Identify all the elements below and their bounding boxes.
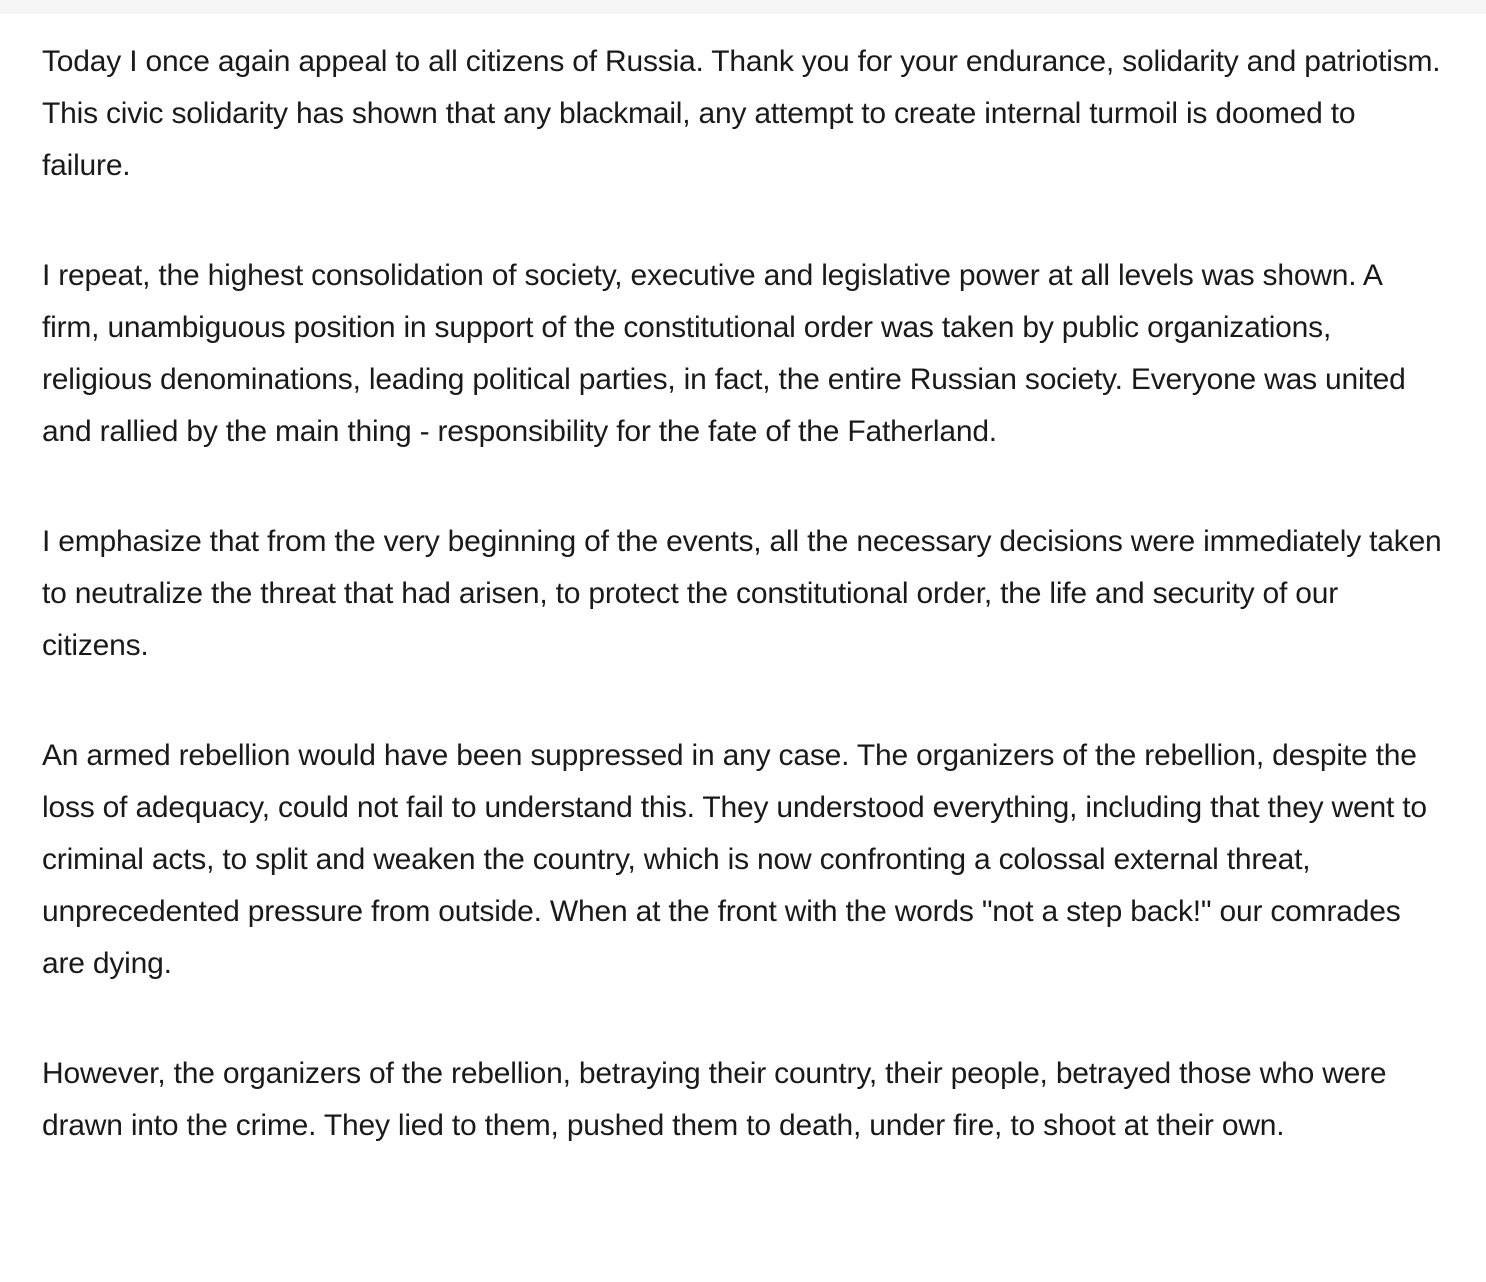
article-body <box>42 36 1442 1152</box>
top-strip <box>0 0 1486 14</box>
paragraph-4: An armed rebellion would have been suppressed in any case. The organizers of the rebellion, despite the loss of adequacy, could not fail to understand this. They understood everything, including that they went to criminal acts, to split and weaken the country, which is now confronting a colossal external threat, unprecedented pressure from outside. When at the front with the words "not a step back!" our comrades are dying. <box>42 739 1427 980</box>
paragraph-3: I emphasize that from the very beginning of the events, all the necessary decisions were immediately taken to neutralize the threat that had arisen, to protect the constitutional order, the life and security of our citizens. <box>42 525 1442 662</box>
paragraph-5: However, the organizers of the rebellion, betraying their country, their people, betrayed those who were drawn into the crime. They lied to them, pushed them to death, under fire, to shoot at their own. <box>42 1057 1387 1142</box>
paragraph-2: I repeat, the highest consolidation of society, executive and legislative power at all levels was shown. A firm, unambiguous position in support of the constitutional order was taken by public organizations, religious denominations, leading political parties, in fact, the entire Russian society. Everyone was united and rallied by the main thing - responsibility for the fate of the Fatherland. <box>42 259 1406 448</box>
paragraph-1: Today I once again appeal to all citizens of Russia. Thank you for your endurance, solidarity and patriotism. This civic solidarity has shown that any blackmail, any attempt to create internal turmoil is doomed to failure. <box>42 45 1441 182</box>
